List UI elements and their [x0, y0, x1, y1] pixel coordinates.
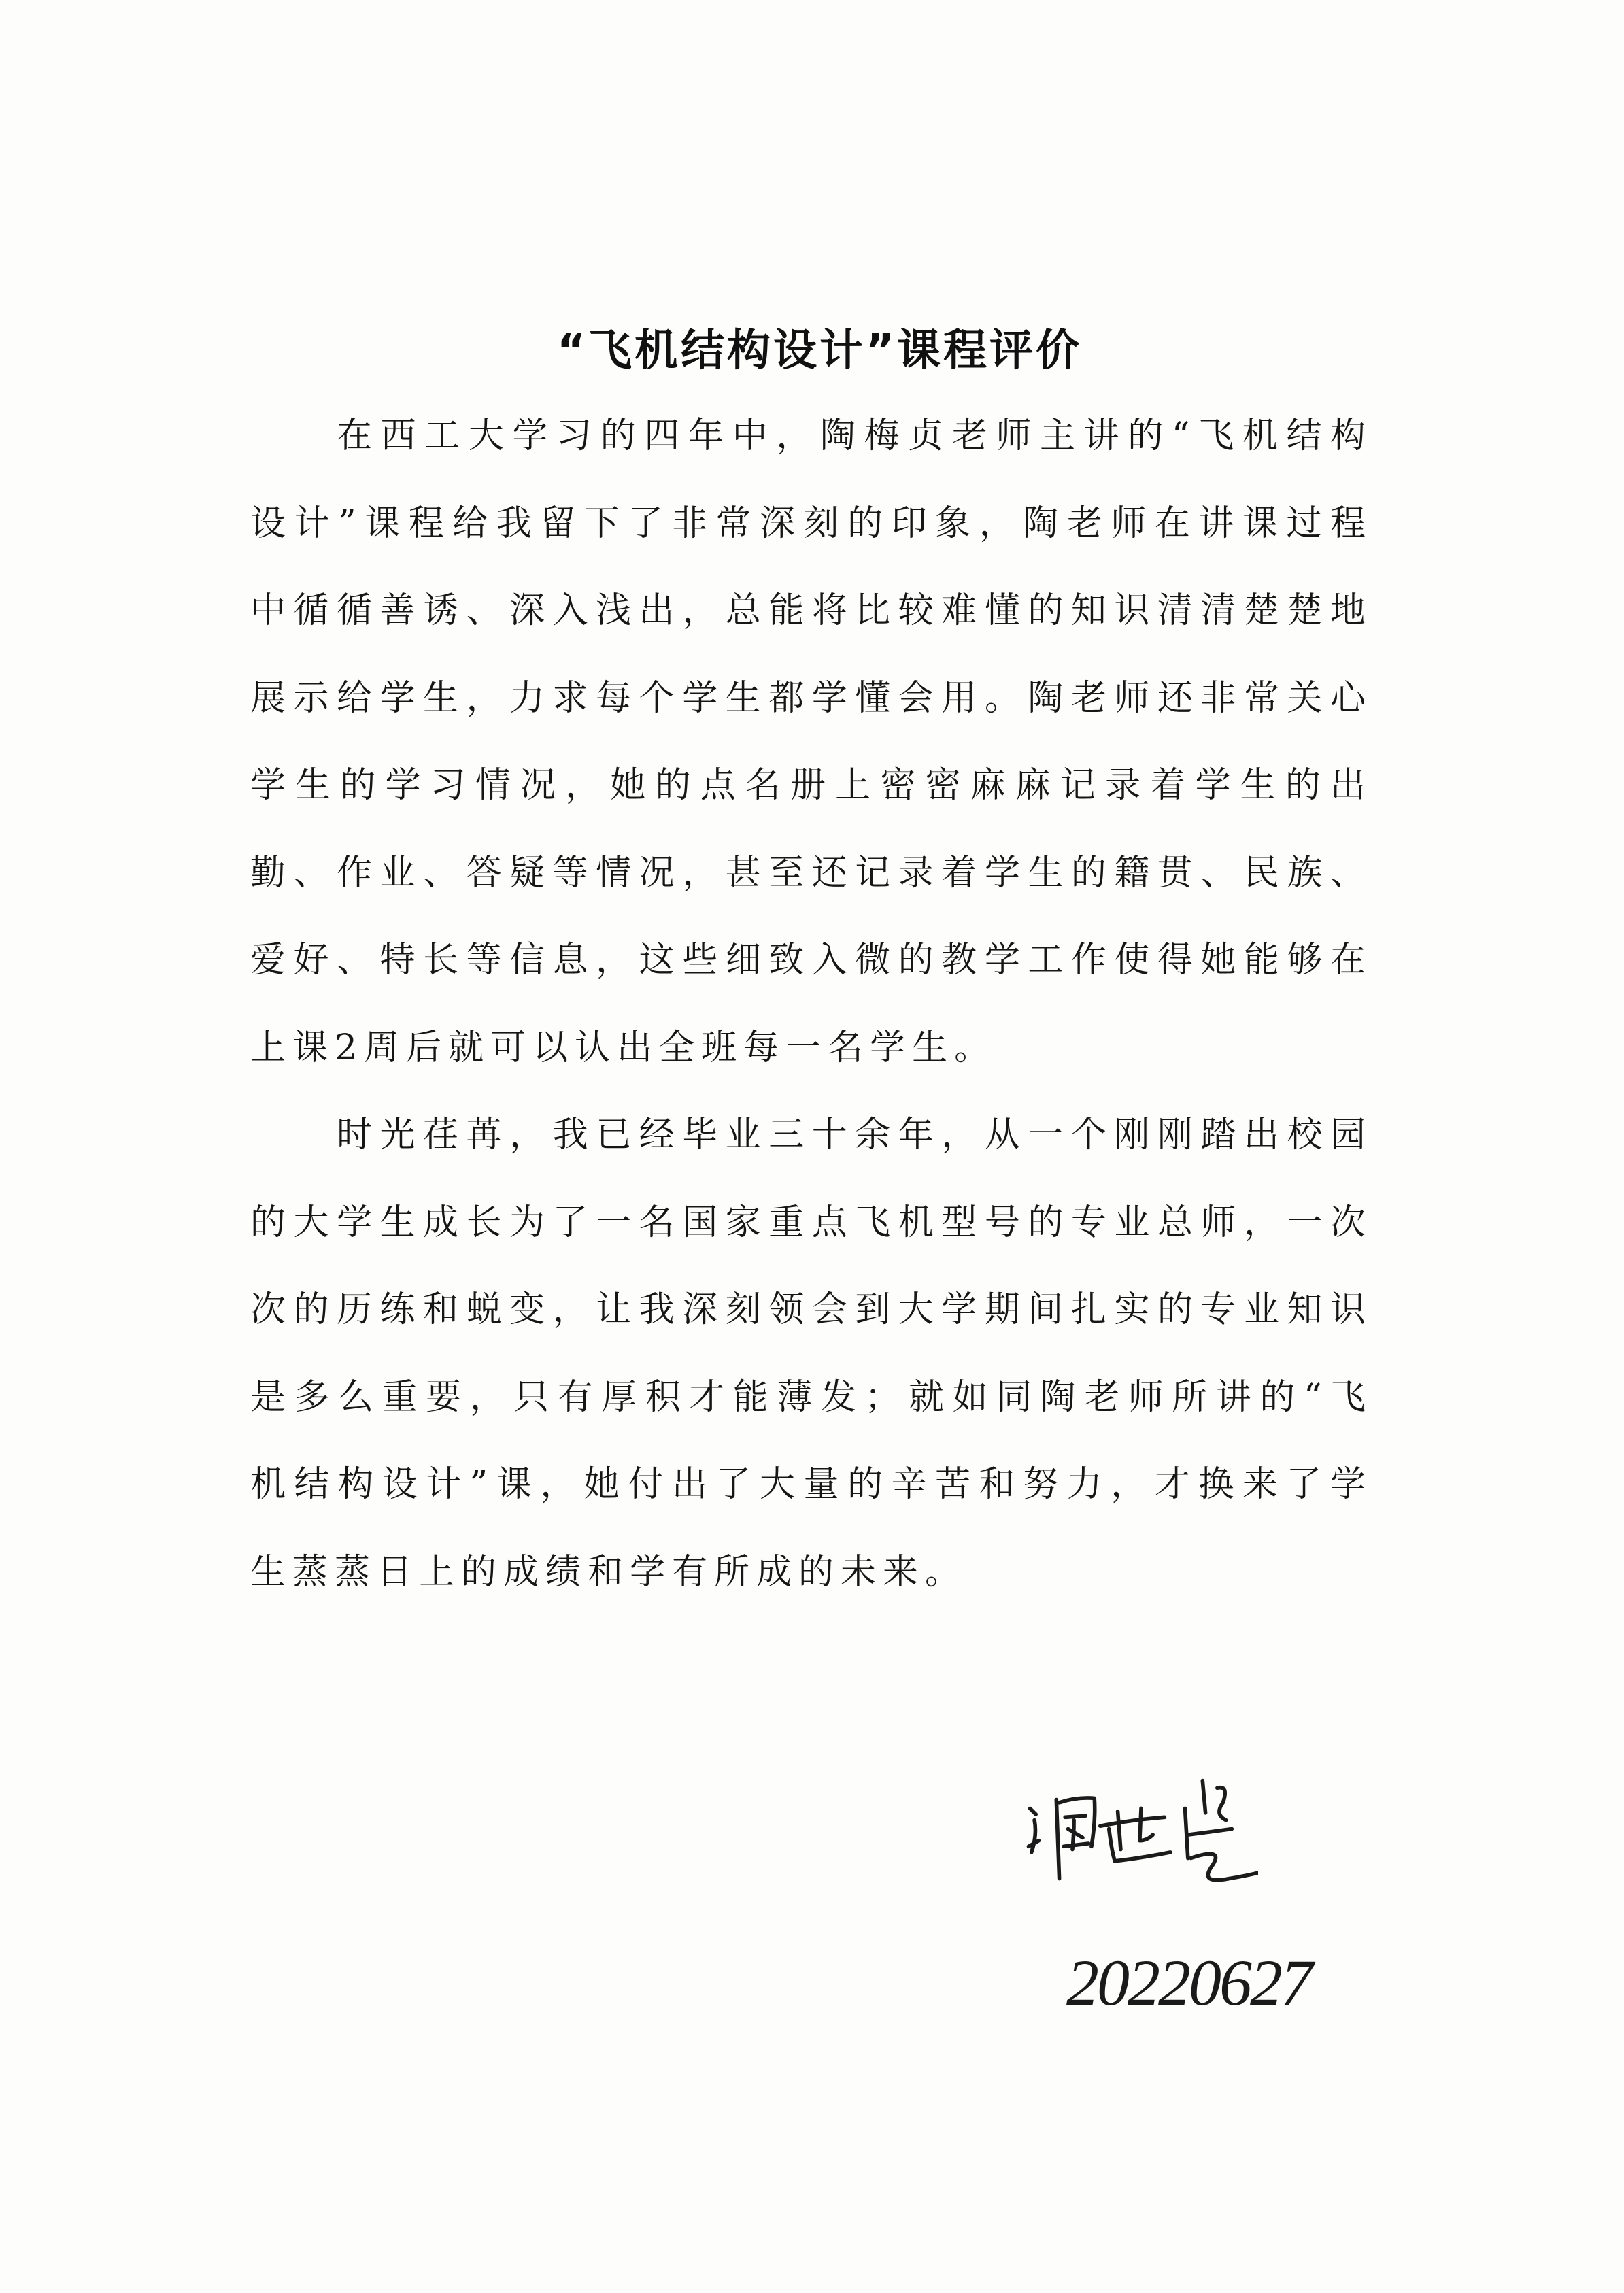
text-line: 是多么重要，只有厚积才能薄发；就如同陶老师所讲的“飞 — [250, 1376, 1372, 1418]
handwritten-date: 20220627 — [1066, 1946, 1311, 2019]
paragraph-1 — [250, 392, 1372, 1091]
text-line: 机结构设计”课，她付出了大量的辛苦和努力，才换来了学 — [250, 1464, 1372, 1505]
text-line: 爱好、特长等信息，这些细致入微的教学工作使得她能够在 — [250, 940, 1372, 981]
text-line: 设计”课程给我留下了非常深刻的印象，陶老师在讲课过程 — [250, 503, 1372, 544]
text-line: 生蒸蒸日上的成绩和学有所成的未来。 — [250, 1551, 968, 1593]
document-title: “飞机结构设计”课程评价 — [556, 326, 1083, 376]
text-line: 中循循善诱、深入浅出，总能将比较难懂的知识清清楚楚地 — [250, 590, 1372, 631]
text-line: 学生的学习情况，她的点名册上密密麻麻记录着学生的出 — [250, 765, 1372, 806]
text-line: 勤、作业、答疑等情况，甚至还记录着学生的籍贯、民族、 — [250, 852, 1372, 894]
text-line: 展示给学生，力求每个学生都学懂会用。陶老师还非常关心 — [250, 677, 1372, 719]
text-line: 时光荏苒，我已经毕业三十余年，从一个刚刚踏出校园 — [337, 1115, 1372, 1155]
text-line: 的大学生成长为了一名国家重点飞机型号的专业总师，一次 — [250, 1202, 1372, 1243]
text-line: 次的历练和蜕变，让我深刻领会到大学期间扎实的专业知识 — [250, 1289, 1372, 1330]
text-line: 上课2周后就可以认出全班每一名学生。 — [250, 1027, 997, 1068]
text-line: 在西工大学习的四年中，陶梅贞老师主讲的“飞机结构 — [337, 415, 1372, 456]
paragraph-2 — [250, 1091, 1372, 1616]
handwritten-signature — [1024, 1776, 1258, 1901]
document-body — [250, 392, 1372, 1616]
